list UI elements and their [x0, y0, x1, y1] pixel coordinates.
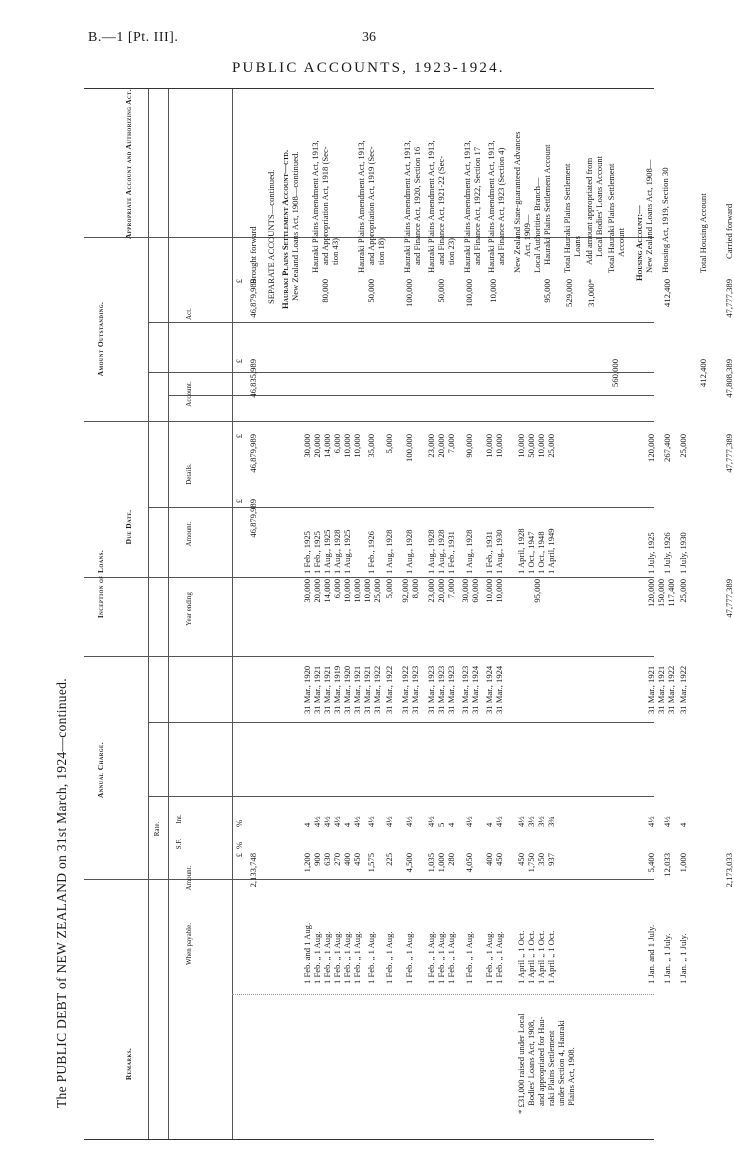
g1-amount-5: 400: [342, 853, 352, 866]
g4-when-1: 1 Feb. „ 1 Aug.: [426, 931, 436, 984]
g4-year-2: 31 Mar., 1923: [436, 665, 446, 714]
housing-int-2: 4½: [662, 816, 672, 827]
g2-int-2: 4½: [366, 816, 376, 827]
g2-inc-1: 10,000: [352, 579, 362, 603]
g5-act: 100,000: [464, 279, 474, 307]
g2-amount-3: 225: [384, 853, 394, 866]
g5-inc-1: 30,000: [460, 579, 470, 603]
remarks-line-4: raki Plains Settlement: [546, 1030, 556, 1106]
g1-details-5: 10,000: [342, 434, 352, 458]
g2-inc-3: 25,000: [372, 579, 382, 603]
page-reference: B.—1 [Pt. III].: [88, 30, 179, 45]
housing-details-1: 120,000: [646, 434, 656, 462]
header-amount-outstanding: Amount Outstanding.: [96, 301, 105, 377]
g1-details-1: 30,000: [302, 434, 312, 458]
g5-label-line1: Hauraki Plains Amendment Act, 1913,: [462, 140, 472, 273]
g1-when-2: 1 Feb. „ 1 Aug.: [312, 931, 322, 984]
g1-label-line1: Hauraki Plains Amendment Act, 1913,: [310, 140, 320, 273]
g1-int-5: 4: [342, 822, 352, 827]
carried-forward-details: 47,777,389: [724, 434, 734, 473]
g3-details: 100,000: [404, 434, 414, 462]
brought-forward-inc-amount: 46,879,989: [248, 499, 258, 538]
header-remarks: Remarks.: [124, 1047, 133, 1081]
housing-amount-3: 1,000: [678, 853, 688, 873]
g2-label-line3: tion 18): [376, 238, 386, 265]
header-col-inc-amount: Amount.: [185, 521, 193, 547]
g3-when: 1 Feb. „ 1 Aug.: [404, 931, 414, 984]
header-col-account: Account.: [185, 381, 193, 407]
g1-inc-4: 6,000: [332, 579, 342, 599]
g4-inc-3: 7,000: [446, 579, 456, 599]
brought-forward-label: Brought forward: [248, 226, 258, 284]
g2-when-3: 1 Feb. „ 1 Aug.: [384, 931, 394, 984]
g1-year-2: 31 Mar., 1921: [312, 665, 322, 714]
g7-label-line1: New Zealand State-guaranteed Advances: [512, 131, 522, 273]
g1-amount-4: 270: [332, 853, 342, 866]
carried-forward-inc-amount: 47,777,389: [724, 579, 734, 618]
housing-amount-2: 12,033: [662, 853, 672, 877]
carried-forward-account: 47,808,389: [724, 359, 734, 398]
nz-loans-act-heading: New Zealand Loans Act, 1908—continued.: [290, 151, 300, 301]
g5-year-1: 31 Mar., 1923: [460, 665, 470, 714]
g5-when: 1 Feb. „ 1 Aug.: [464, 931, 474, 984]
page-title: PUBLIC ACCOUNTS, 1923-1924.: [232, 60, 505, 76]
g7-due-4: 1 April, 1949: [546, 528, 556, 574]
remarks-line-3: and appropriated for Hau-: [536, 1016, 546, 1106]
g2-year-4: 31 Mar., 1922: [384, 665, 394, 714]
pound-sign-act: £: [234, 279, 244, 284]
g7-when-2: 1 April „ 1 Oct.: [526, 930, 536, 984]
g7-act: 95,000: [542, 279, 552, 303]
g2-year-1: 31 Mar., 1921: [352, 665, 362, 714]
housing-due-3: 1 July, 1930: [678, 532, 688, 574]
g2-act: 50,000: [366, 279, 376, 303]
g7-when-1: 1 April „ 1 Oct.: [516, 930, 526, 984]
g4-label-line2: and Finance Act, 1921-22 (Sec-: [436, 155, 446, 265]
header-col-details: Details.: [185, 463, 193, 485]
total-hauraki-loans-label-2: Loans: [572, 235, 582, 257]
g4-label-line1: Hauraki Plains Amendment Act, 1913,: [426, 140, 436, 273]
housing-int-3: 4: [678, 822, 688, 827]
g7-inc: 95,000: [532, 579, 542, 603]
g7-when-3: 1 April „ 1 Oct.: [536, 930, 546, 984]
g7-due-1: 1 April, 1928: [516, 528, 526, 574]
g2-details-3: 5,000: [384, 434, 394, 454]
g2-due-2: 1 Aug., 1928: [384, 529, 394, 574]
g7-amount-3: 350: [536, 853, 546, 866]
g2-inc-2: 10,000: [362, 579, 372, 603]
g1-due-2: 1 Feb., 1925: [312, 531, 322, 574]
g1-label-line2: and Appropriation Act, 1918 (Sec-: [320, 146, 330, 265]
g5-int: 4½: [464, 816, 474, 827]
g4-year-3: 31 Mar., 1923: [446, 665, 456, 714]
housing-inc-4: 25,000: [678, 579, 688, 603]
g4-when-3: 1 Feb. „ 1 Aug.: [446, 931, 456, 984]
g1-when-5: 1 Feb. „ 1 Aug.: [342, 931, 352, 984]
housing-when-3: 1 Jan. „ 1 July.: [678, 933, 688, 984]
g4-inc-1: 23,000: [426, 579, 436, 603]
housing-heading: Housing Account:—: [634, 205, 644, 281]
g1-year-3: 31 Mar., 1921: [322, 665, 332, 714]
housing-year-3: 31 Mar., 1922: [666, 665, 676, 714]
g6-year-1: 31 Mar., 1924: [484, 665, 494, 714]
g2-label-line2: and Appropriation Act, 1919 (Sec-: [366, 146, 376, 265]
header-col-when-payable: When payable.: [185, 923, 193, 965]
housing-act: 412,400: [662, 279, 672, 307]
total-housing-account: 412,400: [698, 359, 708, 387]
g6-when-2: 1 Feb. „ 1 Aug.: [494, 931, 504, 984]
g2-when-2: 1 Feb. „ 1 Aug.: [366, 931, 376, 984]
g4-amount-3: 280: [446, 853, 456, 866]
housing-when-1: 1 Jan. and 1 July.: [646, 924, 656, 984]
g1-int-4: 4½: [332, 816, 342, 827]
housing-year-4: 31 Mar., 1922: [678, 665, 688, 714]
table-title: The PUBLIC DEBT of NEW ZEALAND on 31st March, 1924—continued.: [54, 678, 69, 1108]
g7-details-4: 25,000: [546, 434, 556, 458]
g1-due-4: 1 Aug., 1928: [332, 529, 342, 574]
g6-inc-1: 10,000: [484, 579, 494, 603]
g7-due-2: 1 Oct., 1947: [526, 531, 536, 574]
g6-year-2: 31 Mar., 1924: [494, 665, 504, 714]
g6-details-1: 10,000: [484, 434, 494, 458]
g1-amount-3: 630: [322, 853, 332, 866]
g1-due-5: 1 Aug., 1925: [342, 529, 352, 574]
pound-sign-annual: £: [234, 853, 244, 858]
g1-details-2: 20,000: [312, 434, 322, 458]
g6-amount-2: 450: [494, 853, 504, 866]
g2-details-2: 35,000: [366, 434, 376, 458]
g1-inc-3: 14,000: [322, 579, 332, 603]
g1-int-3: 4½: [322, 816, 332, 827]
g3-year-2: 31 Mar., 1923: [410, 665, 420, 714]
g2-int-3: 4½: [384, 816, 394, 827]
total-hauraki-account-label-1: Total Hauraki Plains Settlement: [606, 163, 616, 273]
g4-amount-1: 1,035: [426, 853, 436, 873]
g4-details-2: 20,000: [436, 434, 446, 458]
g2-int-1: 4½: [352, 816, 362, 827]
g6-details-2: 10,000: [494, 434, 504, 458]
g3-label-line2: and Finance Act, 1920, Section 16: [412, 146, 422, 265]
g2-details-1: 10,000: [352, 434, 362, 458]
g4-details-3: 7,000: [446, 434, 456, 454]
g4-label-line3: tion 23): [446, 238, 456, 265]
header-col-ac-amount: Amount.: [185, 865, 193, 891]
g4-year-1: 31 Mar., 1923: [426, 665, 436, 714]
g7-when-4: 1 April „ 1 Oct.: [546, 930, 556, 984]
g2-when-1: 1 Feb. „ 1 Aug.: [352, 931, 362, 984]
add-amount-label-1: Add amount appropriated from: [584, 157, 594, 265]
header-due-date: Due Date.: [124, 509, 133, 545]
page-number: 36: [362, 30, 376, 45]
g1-label-line3: tion 43): [330, 238, 340, 265]
pound-sign-inception: £: [234, 499, 244, 504]
header-col-int: Int.: [175, 814, 183, 824]
public-debt-table: [84, 88, 734, 1140]
g3-act: 100,000: [404, 279, 414, 307]
pound-sign-account: £: [234, 359, 244, 364]
table-rotated-content: [84, 89, 734, 1139]
g1-year-5: 31 Mar., 1920: [342, 665, 352, 714]
g1-details-4: 6,000: [332, 434, 342, 454]
housing-year-1: 31 Mar., 1921: [646, 665, 656, 714]
g6-label-line2: and Finance Act, 1923 (Section 4): [496, 147, 506, 265]
g5-details: 90,000: [464, 434, 474, 458]
carried-forward-ac-amount: 2,173,033: [724, 853, 734, 888]
g7-due-3: 1 Oct., 1948: [536, 531, 546, 574]
total-hauraki-account-account: 560,000: [610, 359, 620, 387]
g1-due-1: 1 Feb., 1925: [302, 531, 312, 574]
g4-act: 50,000: [436, 279, 446, 303]
g6-int-1: 4: [484, 822, 494, 827]
housing-due-1: 1 July, 1925: [646, 532, 656, 574]
housing-details-2: 267,400: [662, 434, 672, 462]
g3-int: 4½: [404, 816, 414, 827]
separate-accounts-heading: SEPARATE ACCOUNTS—continued.: [266, 169, 276, 304]
g1-act: 80,000: [320, 279, 330, 303]
remarks-line-6: Plains Act, 1908.: [566, 1047, 576, 1106]
g5-label-line2: and Finance Act, 1922, Section 17: [472, 146, 482, 265]
g1-amount-2: 900: [312, 853, 322, 866]
g5-year-2: 31 Mar., 1924: [470, 665, 480, 714]
g1-year-1: 31 Mar., 1920: [302, 665, 312, 714]
g7-details-1: 10,000: [516, 434, 526, 458]
g3-label-line1: Hauraki Plains Amendment Act, 1913,: [402, 140, 412, 273]
carried-forward-label: Carried forward: [724, 203, 734, 259]
housing-nz-loans-heading: New Zealand Loans Act, 1908—: [644, 159, 654, 273]
g1-inc-5: 10,000: [342, 579, 352, 603]
carried-forward-act: 47,777,389: [724, 279, 734, 318]
g3-inc-1: 92,000: [400, 579, 410, 603]
g6-label-line1: Hauraki Plains Amendment Act, 1913,: [486, 140, 496, 273]
g6-due-1: 1 Feb., 1931: [484, 531, 494, 574]
g1-inc-1: 30,000: [302, 579, 312, 603]
brought-forward-act: 46,879,989: [248, 279, 258, 318]
percent-sign-sf: %: [234, 841, 244, 849]
g4-int-3: 4: [446, 822, 456, 827]
add-amount-act: 31,000*: [586, 279, 596, 307]
g7-int-2: 3½: [526, 816, 536, 827]
housing-due-2: 1 July, 1926: [662, 532, 672, 574]
header-col-sf: S.F.: [175, 838, 183, 850]
g7-amount-1: 450: [516, 853, 526, 866]
g2-label-line1: Hauraki Plains Amendment Act, 1913,: [356, 140, 366, 273]
g4-due-2: 1 Aug., 1928: [436, 529, 446, 574]
g1-inc-2: 20,000: [312, 579, 322, 603]
header-col-act: Act.: [185, 308, 193, 320]
g1-int-1: 4: [302, 822, 312, 827]
g1-due-3: 1 Aug., 1925: [322, 529, 332, 574]
percent-sign-int: %: [234, 819, 244, 827]
g7-int-3: 3½: [536, 816, 546, 827]
g4-due-3: 1 Feb., 1931: [446, 531, 456, 574]
g4-due-1: 1 Aug., 1928: [426, 529, 436, 574]
housing-label: Housing Act, 1919, Section 30: [660, 167, 670, 273]
g4-amount-2: 1,000: [436, 853, 446, 873]
housing-inc-2: 150,000: [656, 579, 666, 607]
g5-due: 1 Aug., 1928: [464, 529, 474, 574]
housing-year-2: 31 Mar., 1921: [656, 665, 666, 714]
g4-int-1: 4½: [426, 816, 436, 827]
pound-sign-details: £: [234, 434, 244, 439]
remarks-line-1: * £31,000 raised under Local: [516, 1013, 526, 1114]
g2-year-2: 31 Mar., 1921: [362, 665, 372, 714]
g7-label-line2: Act, 1909—: [522, 214, 532, 257]
housing-when-2: 1 Jan. „ 1 July.: [662, 933, 672, 984]
g6-due-2: 1 Aug., 1930: [494, 529, 504, 574]
g1-details-3: 14,000: [322, 434, 332, 458]
header-annual-charge: Annual Charge.: [96, 741, 105, 799]
g7-amount-2: 1,750: [526, 853, 536, 873]
g1-year-4: 31 Mar., 1919: [332, 665, 342, 714]
hauraki-heading: Hauraki Plains Settlement Account—ctd.: [280, 150, 290, 309]
g6-act: 10,000: [488, 279, 498, 303]
brought-forward-ac-amount: 2,133,748: [248, 853, 258, 888]
g1-when-3: 1 Feb. „ 1 Aug.: [322, 931, 332, 984]
total-housing-label: Total Housing Account: [698, 193, 708, 273]
g2-inc-4: 5,000: [384, 579, 394, 599]
housing-details-3: 25,000: [678, 434, 688, 458]
g6-inc-2: 10,000: [494, 579, 504, 603]
g7-label-line4: Hauraki Plains Settlement Account: [542, 144, 552, 265]
g1-int-2: 4½: [312, 816, 322, 827]
g1-amount-1: 1,200: [302, 853, 312, 873]
remarks-line-5: under Section 4, Hauraki: [556, 1020, 566, 1106]
g7-details-2: 50,000: [526, 434, 536, 458]
g2-year-3: 31 Mar., 1922: [372, 665, 382, 714]
add-amount-label-2: Local Bodies' Loans Account: [594, 155, 604, 257]
housing-int-1: 4½: [646, 816, 656, 827]
g7-details-3: 10,000: [536, 434, 546, 458]
header-act: Appropriate Account and Authorizing Act.: [124, 89, 133, 239]
g5-amount: 4,050: [464, 853, 474, 873]
g3-year-1: 31 Mar., 1922: [400, 665, 410, 714]
g1-when-4: 1 Feb. „ 1 Aug.: [332, 931, 342, 984]
g6-when-1: 1 Feb. „ 1 Aug.: [484, 931, 494, 984]
g2-amount-2: 1,575: [366, 853, 376, 873]
g5-inc-2: 60,000: [470, 579, 480, 603]
g3-due: 1 Aug., 1928: [404, 529, 414, 574]
g7-int-4: 3¾: [546, 816, 556, 827]
g1-when-1: 1 Feb. and 1 Aug.: [302, 922, 312, 984]
housing-amount-1: 5,400: [646, 853, 656, 873]
g4-int-2: 5: [436, 822, 446, 827]
brought-forward-account: 46,835,989: [248, 359, 258, 398]
g2-due-1: 1 Feb., 1926: [366, 531, 376, 574]
header-inception: Inception of Loans.: [96, 549, 105, 619]
g4-details-1: 23,000: [426, 434, 436, 458]
total-hauraki-account-label-2: Account: [616, 227, 626, 257]
brought-forward-details: 46,879,989: [248, 434, 258, 473]
remarks-line-2: Bodies' Loans Act, 1908,: [526, 1019, 536, 1106]
g6-amount-1: 400: [484, 853, 494, 866]
g2-amount-1: 450: [352, 853, 362, 866]
g3-amount: 4,500: [404, 853, 414, 873]
total-hauraki-loans-act: 529,000: [564, 279, 574, 307]
header-col-year-ending: Year ending: [185, 592, 193, 626]
g7-label-line3: Local Authorities Branch—: [532, 177, 542, 273]
g7-amount-4: 937: [546, 853, 556, 866]
g4-inc-2: 20,000: [436, 579, 446, 603]
g4-when-2: 1 Feb. „ 1 Aug.: [436, 931, 446, 984]
g6-int-2: 4½: [494, 816, 504, 827]
g7-int-1: 4½: [516, 816, 526, 827]
g3-inc-2: 8,000: [410, 579, 420, 599]
housing-inc-1: 120,000: [646, 579, 656, 607]
total-hauraki-loans-label-1: Total Hauraki Plains Settlement: [562, 163, 572, 273]
header-rate: Rate.: [153, 821, 161, 837]
housing-inc-3: 117,400: [666, 579, 676, 607]
